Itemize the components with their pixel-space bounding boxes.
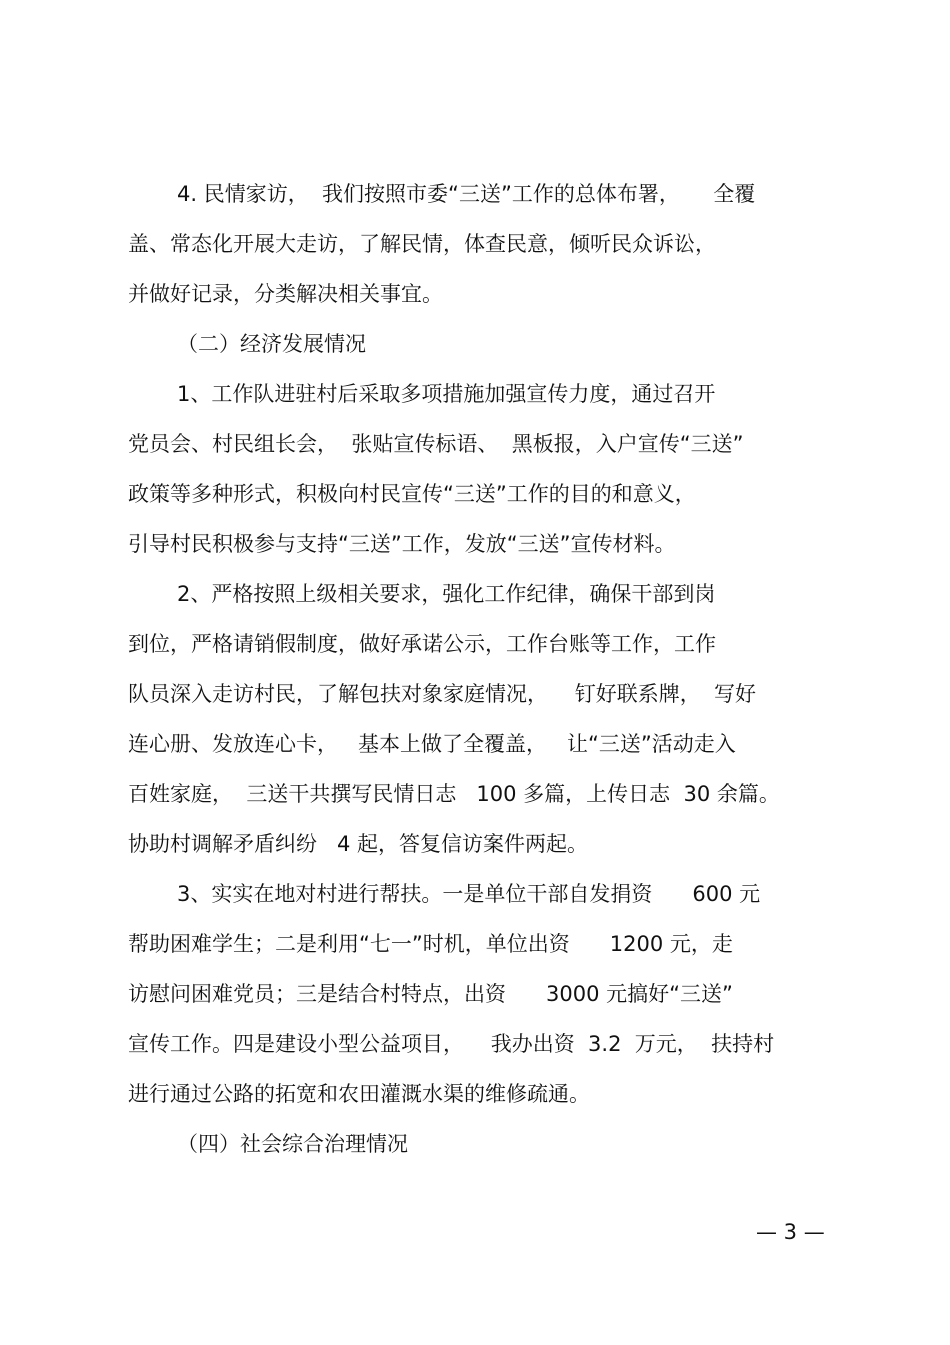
page-number: — 3 — (756, 1220, 825, 1244)
paragraph-line: 1、工作队进驻村后采取多项措施加强宣传力度，通过召开 (177, 382, 716, 406)
paragraph-line: 帮助困难学生；二是利用“七一”时机，单位出资 1200 元，走 (128, 932, 733, 956)
paragraph-line: 4. 民情家访， 我们按照市委“三送”工作的总体布署， 全覆 (177, 182, 756, 206)
paragraph-line: 协助村调解矛盾纠纷 4 起，答复信访案件两起。 (128, 832, 589, 856)
paragraph-line: 党员会、村民组长会， 张贴宣传标语、 黑板报，入户宣传“三送” (128, 432, 744, 456)
paragraph-line: 宣传工作。四是建设小型公益项目， 我办出资 3.2 万元， 扶持村 (128, 1032, 775, 1056)
paragraph-line: 2、严格按照上级相关要求，强化工作纪律，确保干部到岗 (177, 582, 716, 606)
paragraph-line: 进行通过公路的拓宽和农田灌溉水渠的维修疏通。 (128, 1082, 590, 1106)
paragraph-line: 连心册、发放连心卡， 基本上做了全覆盖， 让“三送”活动走入 (128, 732, 736, 756)
section-heading: （二）经济发展情况 (177, 332, 366, 356)
paragraph-line: 并做好记录，分类解决相关事宜。 (128, 282, 443, 306)
paragraph-line: 到位，严格请销假制度，做好承诺公示，工作台账等工作，工作 (128, 632, 716, 656)
paragraph-line: 队员深入走访村民，了解包扶对象家庭情况， 钉好联系牌， 写好 (128, 682, 757, 706)
section-heading: （四）社会综合治理情况 (177, 1132, 408, 1156)
paragraph-line: 政策等多种形式，积极向村民宣传“三送”工作的目的和意义， (128, 482, 696, 506)
paragraph-line: 访慰问困难党员；三是结合村特点，出资 3000 元搞好“三送” (128, 982, 733, 1006)
paragraph-line: 3、实实在地对村进行帮扶。一是单位干部自发捐资 600 元 (177, 882, 761, 906)
paragraph-line: 百姓家庭， 三送干共撰写民情日志 100 多篇，上传日志 30 余篇。 (128, 782, 780, 806)
paragraph-line: 盖、常态化开展大走访，了解民情，体查民意，倾听民众诉讼， (128, 232, 716, 256)
paragraph-line: 引导村民积极参与支持“三送”工作，发放“三送”宣传材料。 (128, 532, 676, 556)
